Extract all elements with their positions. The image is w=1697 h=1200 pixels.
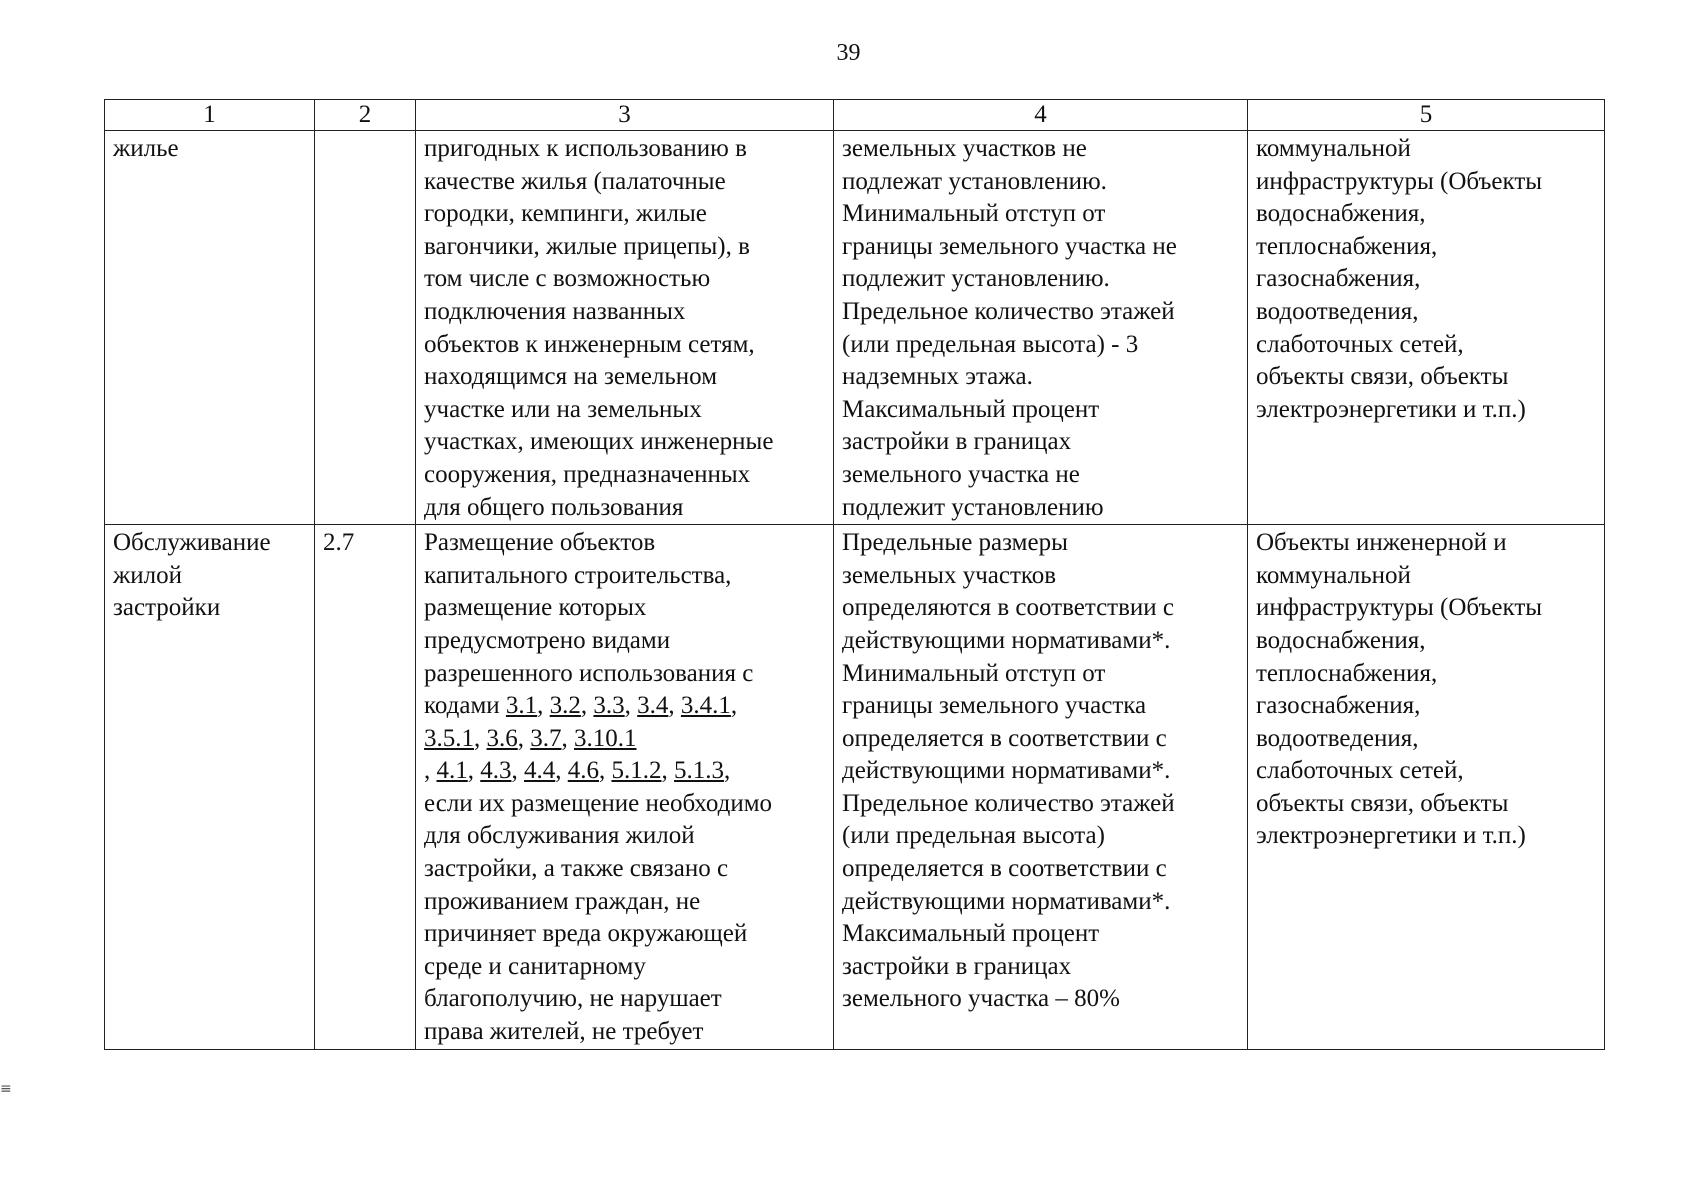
limit-parameters: земельных участков не подлежат установлению. Минимальный отступ от границы земельного участка не подлежит установлению. Предельное количество этажей (или предельная высота) - 3 надземных этажа. Максимальный процент застройки в границах земельного участка не подлежит установлению (834, 131, 1248, 525)
code-link-5-1-3[interactable]: 5.1.3 (674, 757, 724, 785)
code-link-3-4-1[interactable]: 3.4.1 (680, 692, 731, 720)
use-type-description (416, 525, 834, 1050)
codes-prefix: кодами (424, 692, 506, 720)
code-link-3-1[interactable]: 3.1 (505, 692, 538, 720)
column-header-2: 2 (315, 100, 416, 131)
description-outro: если их размещение необходимо для обслуживания жилой застройки, а также связано с проживанием граждан, не причиняет вреда окружающей среде и санитарному благополучию, не нарушает права жителей, не требует (424, 789, 773, 1046)
code-link-3-7[interactable]: 3.7 (530, 724, 562, 752)
column-header-4: 4 (834, 100, 1248, 131)
code-link-3-10-1[interactable]: 3.10.1 (574, 724, 637, 752)
use-type-code (315, 131, 416, 525)
use-type-description: пригодных к использованию в качестве жилья (палаточные городки, кемпинги, жилые вагончики, жилые прицепы), в том числе с возможностью подключения названных объектов к инженерным сетям, находящимся на земельном участке или на земельных участках, имеющих инженерные сооружения, предназначенных для общего пользования (416, 131, 834, 525)
header-row (105, 100, 1605, 131)
use-type-name: жилье (105, 131, 315, 525)
code-link-4-6[interactable]: 4.6 (567, 757, 599, 785)
column-header-3: 3 (416, 100, 834, 131)
table-row (105, 131, 1605, 525)
codes-line-2: 3.5.1, 3.6, 3.7, 3.10.1 (424, 724, 637, 752)
code-link-3-3[interactable]: 3.3 (593, 692, 625, 720)
code-link-3-4[interactable]: 3.4 (637, 692, 669, 720)
ancillary-objects: Объекты инженерной и коммунальной инфраструктуры (Объекты водоснабжения, теплоснабжения, газоснабжения, водоотведения, слаботочных сетей, объекты связи, объекты электроэнергетики и т.п.) (1248, 525, 1605, 1050)
description-intro: Размещение объектов капитального строительства, размещение которых предусмотрено видами разрешенного использования с (424, 529, 754, 687)
page-number: 39 (836, 40, 861, 66)
code-link-4-4[interactable]: 4.4 (524, 757, 556, 785)
table-row (105, 525, 1605, 1050)
code-link-3-2[interactable]: 3.2 (549, 692, 581, 720)
codes-line-3: , 4.1, 4.3, 4.4, 4.6, 5.1.2, 5.1.3, (424, 757, 731, 785)
column-header-5: 5 (1248, 100, 1605, 131)
ancillary-objects: коммунальной инфраструктуры (Объекты водоснабжения, теплоснабжения, газоснабжения, водоотведения, слаботочных сетей, объекты связи, объекты электроэнергетики и т.п.) (1248, 131, 1605, 525)
codes-line-1: кодами 3.1, 3.2, 3.3, 3.4, 3.4.1, (424, 692, 738, 720)
column-header-1: 1 (105, 100, 315, 131)
code-link-5-1-2[interactable]: 5.1.2 (611, 757, 662, 785)
land-use-table (104, 99, 1605, 1050)
code-link-3-5-1[interactable]: 3.5.1 (424, 724, 474, 752)
use-type-name: Обслуживание жилой застройки (105, 525, 315, 1050)
margin-mark: ≡ (0, 1081, 12, 1097)
code-link-4-1[interactable]: 4.1 (436, 757, 468, 785)
code-link-4-3[interactable]: 4.3 (480, 757, 512, 785)
limit-parameters: Предельные размеры земельных участков определяются в соответствии с действующими нормативами*. Минимальный отступ от границы земельного участка определяется в соответствии с действующими нормативами*. Предельное количество этажей (или предельная высота) определяется в соответствии с действующими нормативами*. Максимальный процент застройки в границах земельного участка – 80% (834, 525, 1248, 1050)
use-type-code: 2.7 (315, 525, 416, 1050)
code-link-3-6[interactable]: 3.6 (486, 724, 518, 752)
